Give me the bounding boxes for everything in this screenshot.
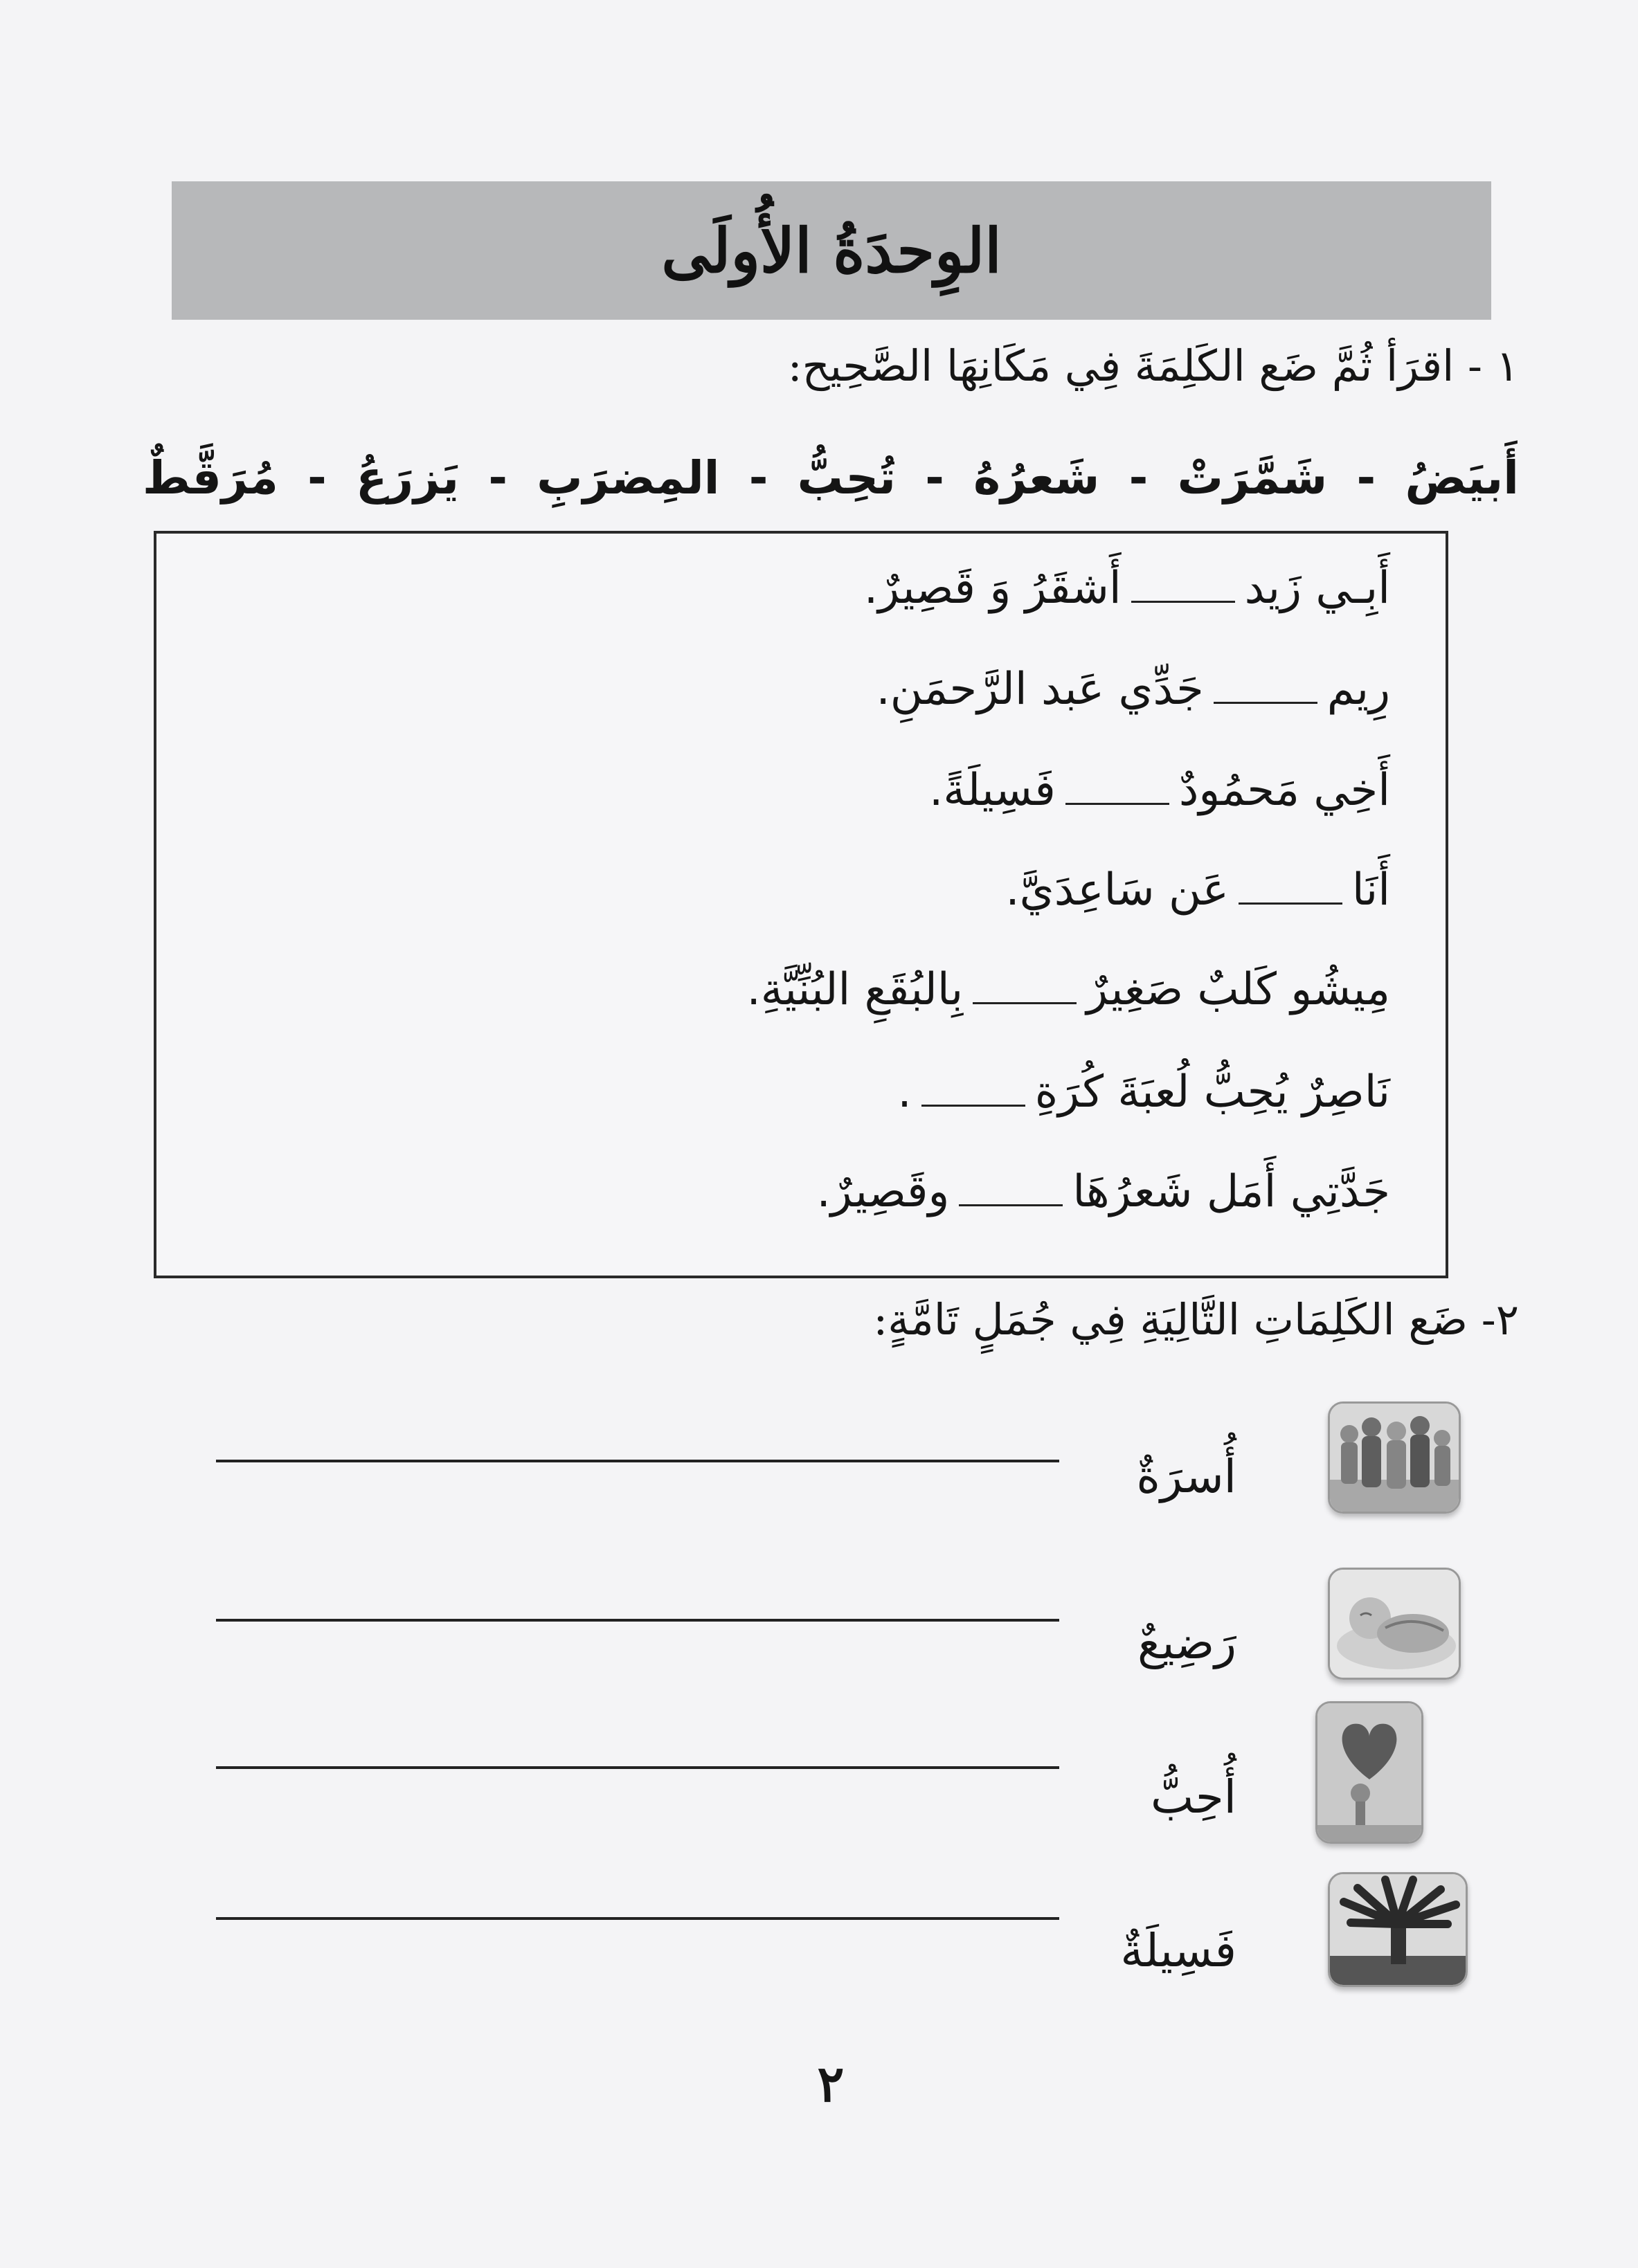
sentence-text: رِيم <box>1326 664 1390 715</box>
palm-tree-photo-icon <box>1328 1872 1468 1987</box>
family-photo-icon <box>1328 1401 1461 1514</box>
exercise1-instruction: ١ - اقرَأ ثُمَّ ضَع الكَلِمَةَ فِي مَكَانِهَا الصَّحِيح: <box>787 341 1519 391</box>
sentence-text: وقَصِيرٌ. <box>816 1166 950 1217</box>
word-bank-item: أَبيَضُ <box>1405 451 1519 505</box>
exercise2-instruction: ٢- ضَع الكَلِمَاتِ التَّالِيَةِ فِي جُمَلٍ تَامَّةٍ: <box>873 1294 1519 1345</box>
sentence-6 <box>897 1067 1390 1118</box>
sentence-4 <box>1005 864 1390 916</box>
answer-blank[interactable] <box>959 1170 1063 1206</box>
sentence-text: فَسِيلَةً. <box>928 765 1056 816</box>
vocab-item-baby <box>0 1561 1638 1699</box>
word-bank <box>143 443 1519 512</box>
vocab-item-family <box>0 1395 1638 1533</box>
vocab-item-palm <box>0 1869 1638 2007</box>
sentence-text: مِيشُو كَلبٌ صَغِيرٌ <box>1086 964 1390 1015</box>
vocab-word: رَضِيعٌ <box>1137 1616 1236 1669</box>
sentence-text: أَنَا <box>1351 864 1390 916</box>
answer-line[interactable] <box>216 1619 1059 1622</box>
answer-line[interactable] <box>216 1460 1059 1462</box>
sentence-text: نَاصِرٌ يُحِبُّ لُعبَةَ كُرَةِ <box>1034 1067 1390 1118</box>
word-bank-separator: - <box>1356 451 1376 505</box>
vocab-item-heart <box>0 1701 1638 1840</box>
fill-in-sentences-box <box>154 531 1448 1278</box>
word-bank-item: المِضرَبِ <box>537 451 720 505</box>
sentence-2 <box>876 664 1390 715</box>
sentence-text: بِالبُقَعِ البُنِّيَّةِ. <box>746 964 964 1015</box>
vocab-word: أُحِبُّ <box>1151 1770 1236 1824</box>
word-bank-item: مُرَقَّطٌ <box>143 451 278 505</box>
vocab-word: أُسرَةٌ <box>1136 1450 1236 1503</box>
sentence-text: عَن سَاعِدَيَّ. <box>1005 864 1229 916</box>
sentence-text: . <box>897 1067 912 1118</box>
answer-line[interactable] <box>216 1766 1059 1769</box>
sentence-text: أَبِـي زَيد <box>1244 563 1390 614</box>
word-bank-separator: - <box>748 451 768 505</box>
sentence-3 <box>929 765 1390 816</box>
sentence-5 <box>746 964 1390 1015</box>
word-bank-separator: - <box>488 451 507 505</box>
baby-photo-icon <box>1328 1568 1461 1680</box>
vocab-word: فَسِيلَةٌ <box>1120 1924 1236 1977</box>
answer-blank[interactable] <box>973 968 1077 1004</box>
answer-blank[interactable] <box>1214 667 1317 704</box>
word-bank-item: شَمَّرَتْ <box>1177 451 1328 505</box>
answer-blank[interactable] <box>921 1070 1025 1107</box>
word-bank-separator: - <box>925 451 944 505</box>
sentence-7 <box>816 1166 1390 1217</box>
sentence-text: أَخِي مَحمُودٌ <box>1178 765 1390 816</box>
heart-photo-icon <box>1315 1701 1423 1844</box>
sentence-text: أَشقَرُ وَ قَصِيرٌ. <box>863 563 1122 614</box>
word-bank-separator: - <box>307 451 327 505</box>
answer-line[interactable] <box>216 1917 1059 1920</box>
word-bank-item: تُحِبُّ <box>797 451 896 505</box>
answer-blank[interactable] <box>1065 768 1169 805</box>
sentence-text: جَدِّي عَبد الرَّحمَنِ. <box>876 664 1204 715</box>
sentence-text: جَدَّتِي أَمَل شَعرُهَا <box>1072 1166 1390 1217</box>
word-bank-separator: - <box>1128 451 1149 505</box>
page-number: ٢ <box>817 2054 845 2113</box>
sentence-1 <box>864 563 1390 614</box>
unit-title: الوِحدَةُ الأُولَى <box>661 215 1002 287</box>
word-bank-item: يَزرَعُ <box>356 451 460 505</box>
unit-title-bar <box>172 181 1491 320</box>
answer-blank[interactable] <box>1131 566 1235 603</box>
answer-blank[interactable] <box>1239 868 1342 905</box>
word-bank-item: شَعرُهُ <box>973 451 1100 505</box>
